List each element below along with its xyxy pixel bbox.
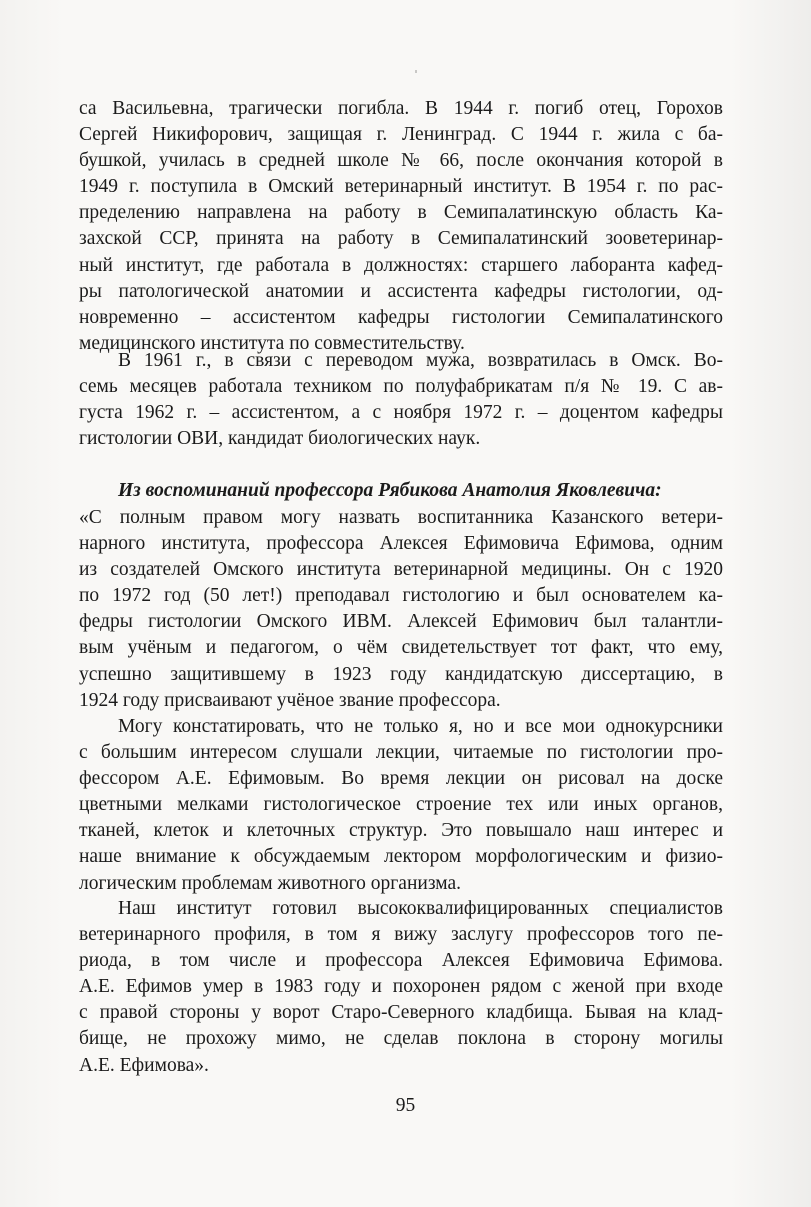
text-line: цветными мелками гистологическое строение тех или иных органов, bbox=[79, 794, 723, 816]
text-line: ветеринарного профиля, в том я вижу заслугу профессоров того пе- bbox=[79, 924, 723, 946]
text-line: пределению направлена на работу в Семипалатинскую область Ка- bbox=[79, 202, 723, 224]
text-line: густа 1962 г. – ассистентом, а с ноября 1972 г. – доцентом кафедры bbox=[79, 402, 723, 424]
text-line: Сергей Никифорович, защищая г. Ленинград. С 1944 г. жила с ба- bbox=[79, 124, 723, 146]
text-line: В 1961 г., в связи с переводом мужа, возвратилась в Омск. Во- bbox=[118, 350, 723, 371]
text-line: нарного института, профессора Алексея Ефимовича Ефимова, одним bbox=[79, 533, 723, 555]
text-line: 1949 г. поступила в Омский ветеринарный институт. В 1954 г. по рас- bbox=[79, 176, 723, 198]
text-line: ный институт, где работала в должностях: старшего лаборанта кафед- bbox=[79, 254, 723, 276]
text-line: А.Е. Ефимова». bbox=[79, 1054, 209, 1076]
text-line: вым учёным и педагогом, о чём свидетельствует тот факт, что ему, bbox=[79, 637, 723, 659]
scan-speck bbox=[415, 70, 417, 73]
text-line: ры патологической анатомии и ассистента кафедры гистологии, од- bbox=[79, 280, 723, 302]
text-line: бище, не прохожу мимо, не сделав поклона в сторону могилы bbox=[79, 1028, 723, 1050]
text-line: 1924 году присваивают учёное звание профессора. bbox=[79, 689, 501, 711]
text-line: Могу констатировать, что не только я, но и все мои однокурсники bbox=[118, 716, 723, 737]
text-line: успешно защитившему в 1923 году кандидатскую диссертацию, в bbox=[79, 663, 723, 685]
text-line: захской ССР, принята на работу в Семипалатинский зооветеринар- bbox=[79, 228, 723, 250]
paragraph-return-to-omsk bbox=[79, 348, 723, 452]
text-line: гистологии ОВИ, кандидат биологических наук. bbox=[79, 428, 481, 450]
text-line: медицинского института по совместительству. bbox=[79, 332, 465, 354]
text-line: риода, в том числе и профессора Алексея Ефимовича Ефимова. bbox=[79, 950, 723, 972]
text-line: с большим интересом слушали лекции, читаемые по гистологии про- bbox=[79, 742, 723, 764]
text-line: федры гистологии Омского ИВМ. Алексей Ефимович был талантли- bbox=[79, 611, 723, 633]
text-line: из создателей Омского института ветеринарной медицины. Он с 1920 bbox=[79, 559, 723, 581]
text-line: с правой стороны у ворот Старо-Северного кладбища. Бывая на клад- bbox=[79, 1002, 723, 1024]
text-line: Наш институт готовил высококвалифицированных специалистов bbox=[118, 898, 723, 919]
paragraph-memoir-intro bbox=[79, 505, 723, 714]
text-line: са Васильевна, трагически погибла. В 1944 г. погиб отец, Горохов bbox=[79, 98, 723, 119]
paragraph-institute-legacy bbox=[79, 896, 723, 1079]
text-line: фессором А.Е. Ефимовым. Во время лекции он рисовал на доске bbox=[79, 768, 723, 790]
text-line: А.Е. Ефимов умер в 1983 году и похоронен рядом с женой при входе bbox=[79, 976, 723, 998]
section-heading: Из воспоминаний профессора Рябикова Анатолия Яковлевича: bbox=[118, 480, 662, 501]
paragraph-biography bbox=[79, 96, 723, 357]
text-line: логическим проблемам животного организма. bbox=[79, 872, 461, 894]
text-line: по 1972 год (50 лет!) преподавал гистологию и был основателем ка- bbox=[79, 585, 723, 607]
text-line: бушкой, училась в средней школе № 66, после окончания которой в bbox=[79, 150, 723, 172]
paragraph-lectures bbox=[79, 714, 723, 897]
text-line: семь месяцев работала техником по полуфабрикатам п/я № 19. С ав- bbox=[79, 376, 723, 398]
text-line: «С полным правом могу назвать воспитанника Казанского ветери- bbox=[79, 507, 723, 528]
text-line: новременно – ассистентом кафедры гистологии Семипалатинского bbox=[79, 306, 723, 328]
text-line: наше внимание к обсуждаемым лектором морфологическим и физио- bbox=[79, 846, 723, 868]
page-number: 95 bbox=[395, 1095, 416, 1116]
text-line: тканей, клеток и клеточных структур. Это повышало наш интерес и bbox=[79, 820, 723, 842]
